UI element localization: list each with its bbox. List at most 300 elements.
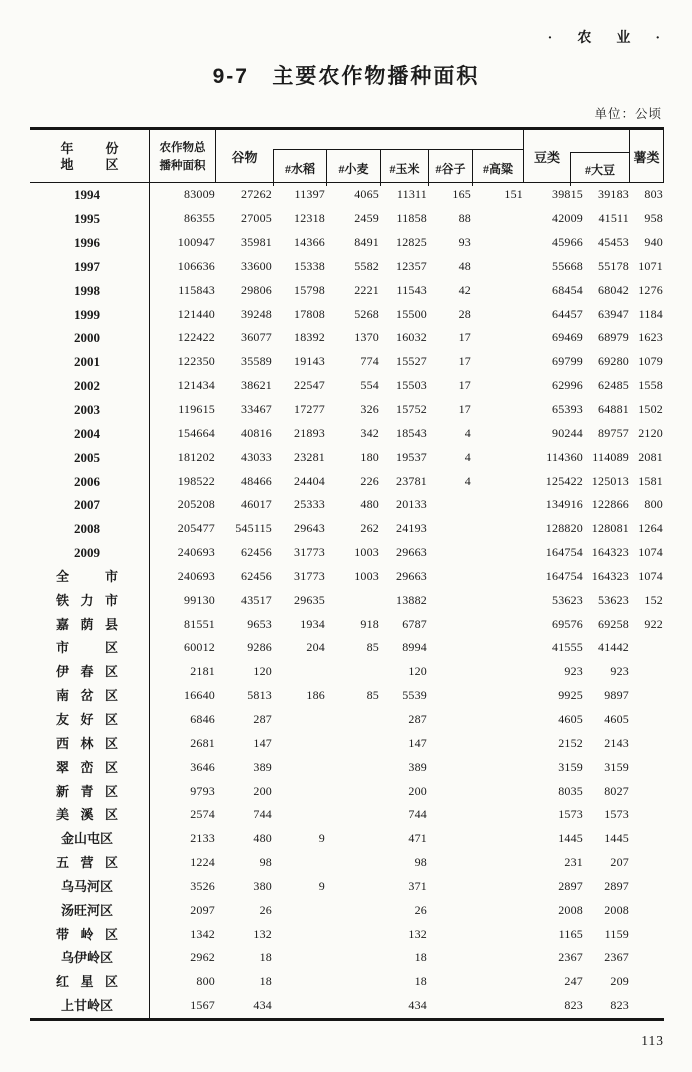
cell: 205477 (177, 521, 215, 536)
cell (428, 708, 472, 732)
row-label-cell (30, 827, 150, 851)
cell (630, 827, 664, 851)
cell (472, 588, 524, 612)
cell (326, 779, 380, 803)
cell: 3159 (604, 759, 629, 774)
row-label-cell (30, 278, 150, 302)
cell: 922 (644, 616, 663, 631)
cell (472, 398, 524, 422)
cell: 480 (360, 497, 379, 512)
cell (273, 803, 326, 827)
cell: 8027 (604, 783, 629, 798)
cell (428, 779, 472, 803)
cell: 26 (259, 902, 272, 917)
cell (428, 851, 472, 875)
cell: 15752 (396, 402, 427, 417)
cell: 31773 (294, 545, 325, 560)
cell (472, 994, 524, 1018)
cell: 3526 (190, 878, 215, 893)
cell: 240693 (177, 545, 215, 560)
cell: 923 (564, 664, 583, 679)
cell: 1003 (354, 568, 379, 583)
cell: 122422 (177, 330, 215, 345)
cell (326, 874, 380, 898)
cell: 120 (408, 664, 427, 679)
cell (428, 803, 472, 827)
header-millet: #谷子 (429, 150, 473, 186)
cell: 800 (644, 497, 663, 512)
cell (472, 469, 524, 493)
cell: 15338 (294, 258, 325, 273)
cell (326, 803, 380, 827)
cell (472, 731, 524, 755)
cell: 122350 (177, 354, 215, 369)
cell (472, 779, 524, 803)
cell: 23781 (396, 473, 427, 488)
cell (472, 827, 524, 851)
cell: 69258 (598, 616, 629, 631)
cell: 29635 (294, 592, 325, 607)
row-label-cell (30, 183, 150, 207)
cell: 45966 (552, 235, 583, 250)
cell: 100947 (177, 235, 215, 250)
cell: 48 (458, 258, 471, 273)
row-label-cell (30, 255, 150, 279)
cell (472, 684, 524, 708)
cell: 262 (360, 521, 379, 536)
row-label: 全 市 (56, 568, 118, 584)
row-label: 五 营 区 (56, 855, 118, 871)
header-corn: #玉米 (381, 150, 429, 186)
cell: 132 (253, 926, 272, 941)
cell: 9 (318, 878, 325, 893)
cell: 68979 (598, 330, 629, 345)
cell: 17 (458, 330, 471, 345)
header-cereals-subcolumns (273, 149, 523, 186)
cell: 18 (414, 950, 427, 965)
header-total-sown-area (150, 130, 216, 182)
cell (326, 588, 380, 612)
cell (326, 970, 380, 994)
cell: 9653 (247, 616, 272, 631)
cell (273, 922, 326, 946)
table-row (30, 851, 664, 875)
cell (472, 231, 524, 255)
table-row (30, 898, 664, 922)
row-label-cell (30, 922, 150, 946)
cell: 147 (253, 735, 272, 750)
cell: 20133 (396, 497, 427, 512)
cell (326, 708, 380, 732)
row-label-cell (30, 231, 150, 255)
cell (472, 565, 524, 589)
cell (472, 350, 524, 374)
cell (273, 994, 326, 1018)
cell: 26 (414, 902, 427, 917)
cell: 64457 (552, 306, 583, 321)
cell: 2133 (190, 831, 215, 846)
cell: 4 (464, 473, 471, 488)
cell: 287 (253, 711, 272, 726)
header-region-label: 地 区 (60, 156, 119, 172)
cell: 2681 (190, 735, 215, 750)
row-label: 2005 (74, 449, 100, 465)
row-label: 2003 (74, 402, 100, 418)
row-label-cell (30, 517, 150, 541)
cell: 434 (253, 998, 272, 1013)
cell: 2081 (638, 449, 663, 464)
cell (472, 755, 524, 779)
table-row (30, 636, 664, 660)
cell (326, 946, 380, 970)
cell (326, 827, 380, 851)
cell: 165 (452, 187, 471, 202)
cell: 18 (414, 974, 427, 989)
table-row (30, 994, 664, 1018)
cell: 480 (253, 831, 272, 846)
header-total-line2: 播种面积 (159, 160, 206, 172)
row-label: 友 好 区 (56, 711, 118, 727)
cell: 2181 (190, 664, 215, 679)
cell: 11858 (396, 211, 427, 226)
cell: 1074 (638, 568, 663, 583)
row-label-cell (30, 612, 150, 636)
row-label: 2004 (74, 425, 100, 441)
cell: 744 (253, 807, 272, 822)
table-row (30, 207, 664, 231)
page-number: 113 (641, 1033, 664, 1048)
cell: 43517 (241, 592, 272, 607)
cell: 1370 (354, 330, 379, 345)
cell: 1071 (638, 258, 663, 273)
row-label: 带 岭 区 (56, 926, 118, 942)
cell (428, 755, 472, 779)
cell: 125422 (545, 473, 583, 488)
cell (428, 922, 472, 946)
cell (472, 326, 524, 350)
cell (472, 898, 524, 922)
cell: 42 (458, 282, 471, 297)
cell: 19143 (294, 354, 325, 369)
cell: 42009 (552, 211, 583, 226)
cell: 128081 (591, 521, 629, 536)
cell (273, 708, 326, 732)
cell (472, 374, 524, 398)
cell: 41511 (598, 211, 629, 226)
cell: 29663 (396, 545, 427, 560)
cell: 247 (564, 974, 583, 989)
cell: 55178 (598, 258, 629, 273)
header-total-line1: 农作物总 (159, 142, 206, 154)
cell: 21893 (294, 425, 325, 440)
cell: 18392 (294, 330, 325, 345)
row-label-cell (30, 803, 150, 827)
cell: 1573 (604, 807, 629, 822)
cell (630, 684, 664, 708)
cell: 33600 (241, 258, 272, 273)
cell (428, 660, 472, 684)
cell: 151 (504, 187, 523, 202)
header-sorghum: #高粱 (482, 161, 513, 176)
cell: 62485 (598, 378, 629, 393)
cell: 15527 (396, 354, 427, 369)
cell: 198522 (177, 473, 215, 488)
cell: 17 (458, 402, 471, 417)
row-label: 2000 (74, 330, 100, 346)
cell: 24193 (396, 521, 427, 536)
table-row (30, 517, 664, 541)
cell: 389 (408, 759, 427, 774)
row-label: 市 区 (56, 640, 118, 656)
cell: 744 (408, 807, 427, 822)
cell: 115843 (178, 282, 215, 297)
row-label: 乌马河区 (60, 878, 113, 894)
cell: 11397 (294, 187, 325, 202)
cell: 16640 (184, 688, 215, 703)
cell: 45453 (598, 235, 629, 250)
cell (428, 541, 472, 565)
cell: 31773 (294, 568, 325, 583)
cell: 180 (360, 449, 379, 464)
cell: 923 (610, 664, 629, 679)
cell (326, 922, 380, 946)
cell: 24404 (294, 473, 325, 488)
cell: 15500 (396, 306, 427, 321)
cell: 164754 (545, 545, 583, 560)
cell (472, 517, 524, 541)
header-beans-group (524, 130, 630, 182)
cell (428, 612, 472, 636)
cell: 62456 (241, 545, 272, 560)
cell: 471 (408, 831, 427, 846)
cell (428, 827, 472, 851)
cell: 15798 (294, 282, 325, 297)
cell (326, 731, 380, 755)
row-label-cell (30, 779, 150, 803)
cell: 63947 (598, 306, 629, 321)
cell (428, 898, 472, 922)
cell (428, 970, 472, 994)
row-label: 1999 (74, 306, 100, 322)
cell: 4065 (354, 187, 379, 202)
table-body (30, 183, 664, 1021)
cell: 1184 (638, 306, 663, 321)
table-row (30, 565, 664, 589)
cell: 22547 (294, 378, 325, 393)
cell: 68042 (598, 282, 629, 297)
table-row (30, 588, 664, 612)
cell (326, 755, 380, 779)
cell (472, 493, 524, 517)
cell: 2120 (638, 425, 663, 440)
cell: 152 (644, 592, 663, 607)
cell: 86355 (184, 211, 215, 226)
cell: 800 (196, 974, 215, 989)
table-row (30, 231, 664, 255)
cell: 918 (360, 616, 379, 631)
table-row (30, 755, 664, 779)
row-label-cell (30, 684, 150, 708)
cell: 1558 (638, 378, 663, 393)
row-label: 乌伊岭区 (60, 950, 113, 966)
row-label: 1995 (74, 211, 100, 227)
table-row (30, 708, 664, 732)
table-row (30, 278, 664, 302)
cell: 2008 (558, 902, 583, 917)
row-label: 南 岔 区 (56, 688, 118, 704)
cell: 69469 (552, 330, 583, 345)
row-label-cell (30, 708, 150, 732)
cell: 98 (414, 855, 427, 870)
row-label: 2008 (74, 521, 100, 537)
header-rice: #水稻 (274, 150, 327, 186)
cell (428, 994, 472, 1018)
cell: 958 (644, 211, 663, 226)
table-row (30, 803, 664, 827)
row-label: 新 青 区 (56, 783, 118, 799)
cell (326, 898, 380, 922)
header-tubers: 薯类 (633, 149, 660, 165)
cell (472, 851, 524, 875)
row-label-cell (30, 421, 150, 445)
header-wheat: #小麦 (327, 150, 381, 186)
cell (472, 207, 524, 231)
cell: 53623 (598, 592, 629, 607)
cell: 226 (360, 473, 379, 488)
cell: 326 (360, 402, 379, 417)
cell: 23281 (294, 449, 325, 464)
cell (472, 445, 524, 469)
table-row (30, 612, 664, 636)
cell: 1264 (638, 521, 663, 536)
cell: 8994 (402, 640, 427, 655)
cell (630, 898, 664, 922)
cell: 17 (458, 354, 471, 369)
cell: 17 (458, 378, 471, 393)
table-row (30, 779, 664, 803)
header-year-region (30, 130, 150, 182)
cell (472, 922, 524, 946)
cell: 41555 (552, 640, 583, 655)
cell (273, 946, 326, 970)
cell: 85 (366, 688, 379, 703)
cell: 5268 (354, 306, 379, 321)
cell: 69799 (552, 354, 583, 369)
cell (472, 421, 524, 445)
cell: 389 (253, 759, 272, 774)
cell: 204 (306, 640, 325, 655)
table-row (30, 255, 664, 279)
header-soybean: #大豆 (570, 152, 629, 186)
cell: 4 (464, 449, 471, 464)
cell: 9286 (247, 640, 272, 655)
cell: 36077 (241, 330, 272, 345)
cell: 69576 (552, 616, 583, 631)
table-row (30, 660, 664, 684)
table-row (30, 827, 664, 851)
table-row (30, 374, 664, 398)
cell: 17808 (294, 306, 325, 321)
table-row (30, 946, 664, 970)
cell: 164323 (591, 568, 629, 583)
cell (428, 565, 472, 589)
cell (472, 660, 524, 684)
cell: 5539 (402, 688, 427, 703)
row-label-cell (30, 970, 150, 994)
cell (472, 874, 524, 898)
cell: 164754 (545, 568, 583, 583)
cell: 48466 (241, 473, 272, 488)
cell: 8491 (354, 235, 379, 250)
cell: 1623 (638, 330, 663, 345)
cell: 207 (610, 855, 629, 870)
cell: 9897 (604, 688, 629, 703)
cell: 1159 (604, 926, 629, 941)
cell: 545115 (235, 521, 272, 536)
cell (428, 636, 472, 660)
table-row (30, 326, 664, 350)
cell (326, 994, 380, 1018)
row-label: 美 溪 区 (56, 807, 118, 823)
cell (472, 636, 524, 660)
cell (630, 851, 664, 875)
row-label-cell (30, 946, 150, 970)
cell: 371 (408, 878, 427, 893)
cell: 27005 (241, 211, 272, 226)
header-year-label: 年 份 (60, 140, 119, 156)
cell: 1445 (604, 831, 629, 846)
row-label: 2007 (74, 497, 100, 513)
cell: 18 (259, 974, 272, 989)
table-row (30, 922, 664, 946)
cell: 14366 (294, 235, 325, 250)
row-label: 1998 (74, 282, 100, 298)
cell (472, 803, 524, 827)
cell: 2221 (354, 282, 379, 297)
header-cereals: 谷物 (231, 149, 258, 165)
cell: 62456 (241, 568, 272, 583)
table-row (30, 302, 664, 326)
cell: 5582 (354, 258, 379, 273)
cell: 2962 (190, 950, 215, 965)
cell (273, 755, 326, 779)
cell: 1079 (638, 354, 663, 369)
cell: 88 (458, 211, 471, 226)
cell: 17277 (294, 402, 325, 417)
cell: 823 (610, 998, 629, 1013)
cell: 823 (564, 998, 583, 1013)
cell (630, 708, 664, 732)
cell: 121434 (177, 378, 215, 393)
cell: 2152 (558, 735, 583, 750)
cell: 16032 (396, 330, 427, 345)
cell: 2897 (604, 878, 629, 893)
cell: 2367 (604, 950, 629, 965)
cell: 2574 (190, 807, 215, 822)
row-label-cell (30, 541, 150, 565)
cell: 29806 (241, 282, 272, 297)
row-label-cell (30, 898, 150, 922)
cell: 28 (458, 306, 471, 321)
cell (273, 731, 326, 755)
cell: 181202 (177, 449, 215, 464)
header-beans: 豆类 (533, 149, 560, 165)
table-row (30, 970, 664, 994)
row-label-cell (30, 755, 150, 779)
cell: 38621 (241, 378, 272, 393)
cell (326, 851, 380, 875)
cell (472, 302, 524, 326)
